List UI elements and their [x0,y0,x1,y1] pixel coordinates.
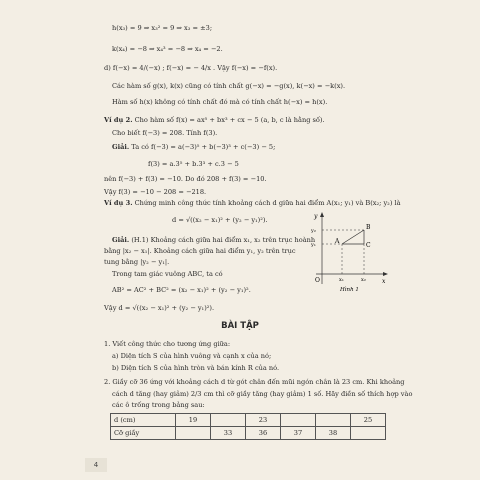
example-3-statement [104,199,401,207]
exercise-2-line-3: các ô trống trong bảng sau: [112,401,205,409]
example-3-text: Chứng minh công thức tính khoảng cách d giữa hai điểm A(x₁; y₁) và B(x₂; y₂) là [132,199,401,207]
row-label-d: d (cm) [111,414,176,427]
solution-line-4: Trong tam giác vuông ABC, ta có [112,270,223,278]
line-nen: nên f(−3) + f(3) = −10. Do đó 208 + f(3) = −10. [104,175,267,183]
shoe-size-table [110,413,386,440]
example-2-text: Cho hàm số f(x) = ax⁵ + bx³ + cx − 5 (a, b, c là hằng số). [132,116,325,124]
equation-conclusion: Vậy d = √((x₂ − x₁)² + (y₂ − y₁)²). [104,304,215,312]
solution-label: Giải. [112,143,130,151]
solution-line-1 [112,236,315,244]
exercise-2-line-2: cách d tăng (hay giảm) 2/3 cm thì cỡ giầy tăng (hay giảm) 1 số. Hãy điền số thích hợp vào [112,390,413,398]
example-3-label: Ví dụ 3. [104,199,133,207]
line-h-x3: h(x₃) = 9 ⇒ x₃² = 9 ⇒ x₃ = ±3; [112,24,213,32]
x-axis-arrow [383,272,388,276]
y1-label: y₁ [311,242,316,248]
exercise-1a: a) Diện tích S của hình vuông và cạnh x của nó; [112,352,272,360]
y-axis-arrow [320,212,324,217]
table-cell[interactable] [211,414,246,427]
page-number: 4 [85,458,107,472]
exercise-2-line-1: 2. Giầy cỡ 36 ứng với khoảng cách d từ gót chân đến mũi ngón chân là 23 cm. Khi khoảng [104,378,405,386]
example-2-given: Cho biết f(−3) = 208. Tính f(3). [112,129,218,137]
x-axis-label: x [382,278,386,285]
table-cell[interactable] [281,414,316,427]
line-k-x4: k(x₄) = −8 ⇒ x₄³ = −8 ⇒ x₄ = −2. [112,45,223,53]
solution-3-label: Giải. [112,236,130,244]
y-axis-label: y [314,213,318,220]
solution-text: Ta có f(−3) = a(−3)⁵ + b(−3)³ + c(−3) − 5; [129,143,276,151]
table-cell[interactable]: 36 [246,427,281,440]
origin-label: O [315,277,320,284]
table-cell[interactable]: 37 [281,427,316,440]
x2-label: x₂ [361,277,366,283]
example-2-label: Ví dụ 2. [104,116,133,124]
equation-ab: AB² = AC² + BC² = (x₂ − x₁)² + (y₂ − y₁)². [112,286,251,294]
point-a-label: A [335,238,340,245]
exercise-1b: b) Diện tích S của hình tròn và bán kính R của nó. [112,364,280,372]
point-b-label: B [366,224,371,231]
x1-label: x₁ [339,277,344,283]
table-cell[interactable] [176,427,211,440]
solution-line-2: bằng |x₂ − x₁|. Khoảng cách giữa hai điểm y₁, y₂ trên trục [104,247,296,255]
point-c-label: C [366,242,371,249]
table-cell[interactable]: 19 [176,414,211,427]
line-vay: Vậy f(3) = −10 − 208 = −218. [104,188,207,196]
y2-label: y₂ [311,228,316,234]
row-label-size: Cỡ giầy [111,427,176,440]
table-cell[interactable]: 38 [316,427,351,440]
line-part-d: d) f(−x) = 4/(−x) ; f(−x) = − 4/x . Vậy f(−x) = −f(x). [104,64,278,72]
equation-f3: f(3) = a.3⁵ + b.3³ + c.3 − 5 [148,160,239,168]
exercises-heading: BÀI TẬP [221,321,259,331]
example-2-solution-line [112,143,275,151]
segment-ab [342,230,364,244]
table-cell[interactable] [351,427,386,440]
example-2-statement [104,116,325,124]
exercise-1: 1. Viết công thức cho tương ứng giữa: [104,340,231,348]
equation-distance: d = √((x₂ − x₁)² + (y₂ − y₁)²). [172,216,268,224]
table-row [111,427,386,440]
figure-caption: Hình 1 [340,287,359,292]
solution-line-3: tung bằng |y₂ − y₁|. [104,258,170,266]
table-cell[interactable] [316,414,351,427]
table-row [111,414,386,427]
coordinate-figure [308,210,390,292]
table-cell[interactable]: 25 [351,414,386,427]
line-h-property: Hàm số h(x) không có tính chất đó mà có tính chất h(−x) = h(x). [112,98,328,106]
table-cell[interactable]: 23 [246,414,281,427]
solution-3-text: (H.1) Khoảng cách giữa hai điểm x₁, x₂ trên trục hoành [129,236,316,244]
line-gk-property: Các hàm số g(x), k(x) cũng có tính chất g(−x) = −g(x), k(−x) = −k(x). [112,82,346,90]
table-cell[interactable]: 33 [211,427,246,440]
